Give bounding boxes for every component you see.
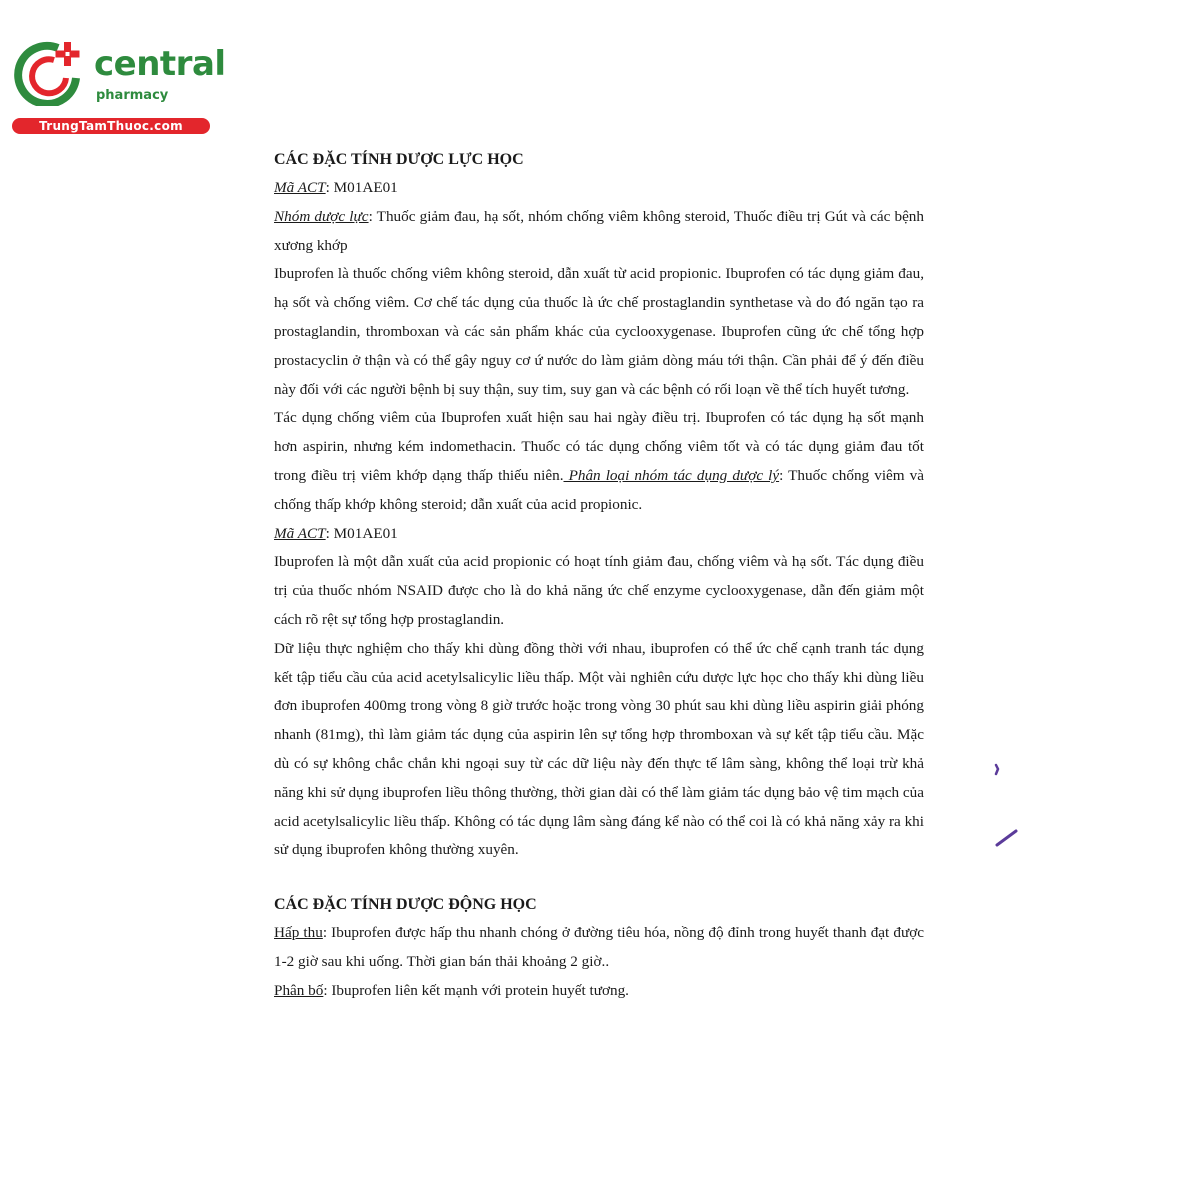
- logo-site-badge: TrungTamThuoc.com: [12, 118, 210, 134]
- atc-label: Mã ACT: [274, 179, 326, 196]
- atc-code-line: Mã ACT: M01AE01: [274, 179, 398, 196]
- class-label: Phân loại nhóm tác dụng dược lý: [563, 466, 780, 484]
- pharmacy-cross-logo-icon: [10, 38, 86, 106]
- paragraph-anti-inflammatory: Tác dụng chống viêm của Ibuprofen xuất hiện sau hai ngày điều trị. Ibuprofen có tác dụng hạ sốt mạnh hơn aspirin, nhưng kém indomethacin. Thuốc có tác dụng chống viêm tốt và có tác dụng giảm đau tốt trong điều trị viêm khớp dạng thấp thiếu niên. Phân loại nhóm tác dụng dược lý: Thuốc chống viêm và chống thấp khớp không steroid; dẫn xuất của acid propionic.: [274, 409, 924, 513]
- atc2-value: M01AE01: [329, 524, 398, 542]
- section-title-pharmacodynamics: CÁC ĐẶC TÍNH DƯỢC LỰC HỌC: [274, 151, 524, 168]
- atc-value: M01AE01: [329, 179, 398, 196]
- distribution-line: [274, 977, 924, 1006]
- paragraph-mechanism: Ibuprofen là thuốc chống viêm không steroid, dẫn xuất từ acid propionic. Ibuprofen có tác dụng giảm đau, hạ sốt và chống viêm. Cơ chế tác dụng của thuốc là ức chế prostaglandin synthetase và do đó ngăn tạo ra prostaglandin, thromboxan và các sản phẩm khác của cyclooxygenase. Ibuprofen cũng ức chế tổng hợp prostacyclin ở thận và có thể gây nguy cơ ứ nước do làm giảm dòng máu tới thận. Cần phải để ý đến điều này đối với các người bệnh bị suy thận, suy tim, suy gan và các bệnh có rối loạn về thể tích huyết tương.: [274, 265, 924, 398]
- paragraph-aspirin-interaction: Dữ liệu thực nghiệm cho thấy khi dùng đồng thời với nhau, ibuprofen có thể ức chế cạnh tranh tác dụng kết tập tiểu cầu của acid acetylsalicylic liều thấp. Một vài nghiên cứu dược lực học cho thấy khi dùng liều đơn ibuprofen 400mg trong vòng 8 giờ trước hoặc trong vòng 30 phút sau khi dùng liều aspirin giải phóng nhanh (81mg), thì làm giảm tác dụng của aspirin lên sự tổng hợp thromboxan và sự kết tập tiểu cầu. Mặc dù có sự không chắc chắn khi ngoại suy từ các dữ liệu này đến thực tế lâm sàng, không thể loại trừ khả năng khi sử dụng ibuprofen liều thông thường, thời gian dài có thể làm giảm tác dụng bảo vệ tim mạch của acid acetylsalicylic liều thấp. Không có tác dụng lâm sàng đáng kể nào có thể coi là có khả năng xảy ra khi sử dụng ibuprofen không thường xuyên.: [274, 639, 925, 859]
- pharma-group-line: Nhóm dược lực: Thuốc giảm đau, hạ sốt, nhóm chống viêm không steroid, Thuốc điều trị Gút và các bệnh xương khớp: [274, 207, 924, 254]
- group-label: Nhóm dược lực: [274, 207, 369, 225]
- class-value: Thuốc chống viêm và chống thấp khớp không steroid; dẫn xuất của acid propionic.: [274, 466, 924, 513]
- absorption-line: [274, 919, 924, 977]
- atc2-label: Mã ACT: [274, 524, 326, 542]
- distribution-value: : Ibuprofen liên kết mạnh với protein huyết tương.: [323, 981, 629, 999]
- pen-stroke-icon: [994, 826, 1020, 848]
- absorption-value: : Ibuprofen được hấp thu nhanh chóng ở đường tiêu hóa, nồng độ đỉnh trong huyết thanh đạt được 1-2 giờ sau khi uống. Thời gian bán thải khoảng 2 giờ..: [274, 924, 924, 970]
- logo-brand-text: central: [94, 44, 226, 84]
- central-pharmacy-logo: [10, 38, 226, 138]
- logo-sub-text: pharmacy: [96, 88, 169, 103]
- atc-code-line-2: Mã ACT: M01AE01: [274, 524, 398, 542]
- absorption-label: Hấp thu: [274, 924, 323, 942]
- group-value: Thuốc giảm đau, hạ sốt, nhóm chống viêm không steroid, Thuốc điều trị Gút và các bệnh xương khớp: [274, 207, 924, 254]
- distribution-label: Phân bố: [274, 981, 324, 999]
- paragraph-nsaid: Ibuprofen là một dẫn xuất của acid propionic có hoạt tính giảm đau, chống viêm và hạ sốt. Tác dụng điều trị của thuốc nhóm NSAID được cho là do khả năng ức chế enzyme cyclooxygenase, dẫn đến giảm một cách rõ rệt sự tổng hợp prostaglandin.: [274, 553, 924, 628]
- document-body: [274, 146, 924, 1006]
- section-title-pharmacokinetics: CÁC ĐẶC TÍNH DƯỢC ĐỘNG HỌC: [274, 896, 537, 914]
- pen-mark-icon: [990, 762, 1002, 778]
